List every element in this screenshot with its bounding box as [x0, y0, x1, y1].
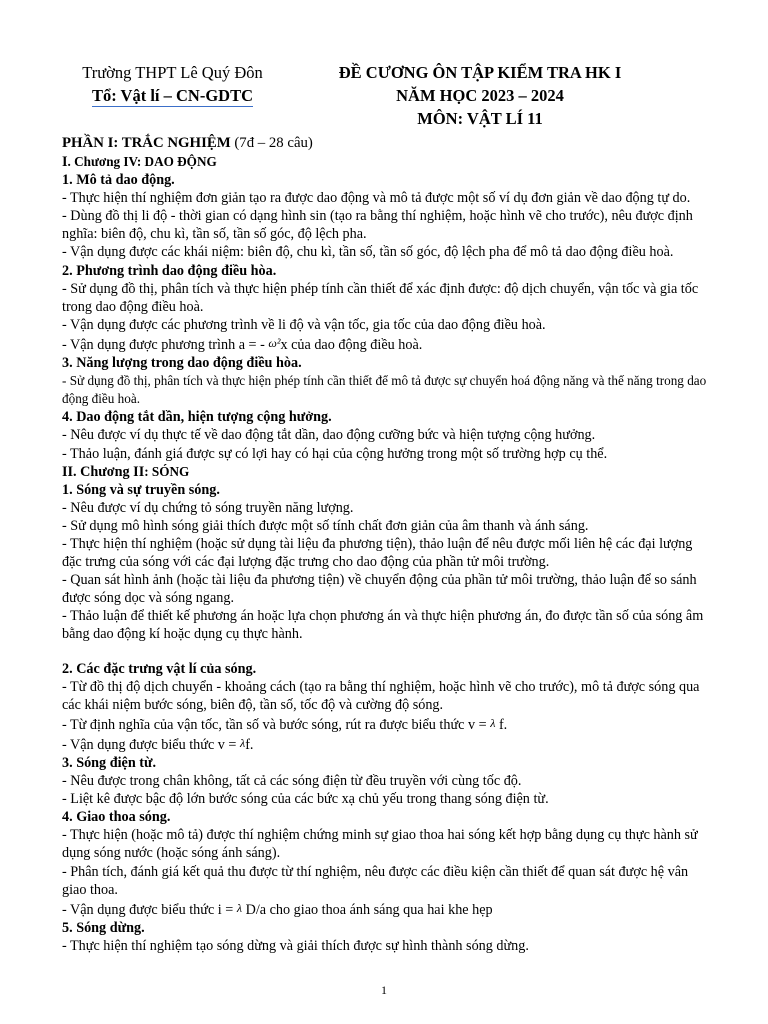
chapter-title: : SÓNG	[144, 463, 190, 479]
formula-text: f.	[245, 736, 254, 753]
part-title: PHẦN I: TRẮC NGHIỆM	[62, 135, 231, 151]
page-number: 1	[381, 983, 387, 997]
header-right	[330, 61, 630, 130]
section-heading: 4. Giao thoa sóng.	[62, 809, 171, 826]
paragraph-line: - Thực hiện (hoặc mô tả) được thí nghiệm chứng minh sự giao thoa hai sóng kết hợp bằng dụng cụ thực hành sử dụng sóng nước (hoặc sóng ánh sáng).	[62, 827, 698, 862]
part-heading	[62, 133, 714, 153]
formula-line	[62, 714, 714, 734]
paragraph-line: - Thảo luận, đánh giá được sự có lợi hay có hại của cộng hưởng trong một số trường hợp cụ thể.	[62, 445, 608, 462]
formula-line	[62, 734, 714, 754]
paragraph-line: - Sử dụng mô hình sóng giải thích được một số tính chất đơn giản của âm thanh và ánh sáng.	[62, 517, 589, 534]
paragraph-line: - Nêu được trong chân không, tất cả các sóng điện từ đều truyền với cùng tốc độ.	[62, 773, 522, 790]
section-heading: 4. Dao động tắt dần, hiện tượng cộng hưởng.	[62, 409, 332, 426]
paragraph-line: - Thực hiện thí nghiệm (hoặc sử dụng tài liệu đa phương tiện), thảo luận để nêu được mối liên hệ các đại lượng đặc trưng của sóng với các đại lượng đặc trưng cho dao động của phần tử môi trường.	[62, 535, 693, 571]
paragraph-line: - Nêu được ví dụ thực tế về dao động tắt dần, dao động cưỡng bức và hiện tượng cộng hưởng.	[62, 427, 596, 444]
paragraph-line: - Quan sát hình ảnh (hoặc tài liệu đa phương tiện) về chuyển động của phần tử môi trường, thảo luận để so sánh được sóng dọc và sóng ngang.	[62, 572, 697, 607]
paragraph-line: - Thảo luận để thiết kế phương án hoặc lựa chọn phương án và thực hiện phương án, đo được tần số của sóng âm bằng dao động kí hoặc dụng cụ thực hành.	[62, 608, 704, 643]
chapter-title: . Chương IV: DAO ĐỘNG	[67, 154, 217, 169]
lambda-symbol: λ	[239, 735, 246, 750]
section-heading: 3. Sóng điện từ.	[62, 755, 157, 771]
formula-text: - Vận dụng được phương trình a = -	[62, 336, 265, 353]
document-body	[62, 133, 714, 955]
department-name	[55, 84, 290, 107]
section-heading: 3. Năng lượng trong dao động điều hòa.	[62, 355, 302, 372]
chapter-title: II. Chương II	[62, 463, 145, 480]
school-year: NĂM HỌC 2023 – 2024	[396, 86, 564, 105]
formula-text: - Vận dụng được biểu thức v =	[62, 736, 237, 753]
formula-text: f.	[498, 716, 508, 733]
omega-squared-symbol: ω²	[268, 335, 281, 350]
section-heading: 5. Sóng dừng.	[62, 919, 145, 936]
section-heading: 2. Phương trình dao động điều hòa.	[62, 262, 277, 279]
paragraph-line: - Vận dụng được các khái niệm: biên độ, chu kì, tần số, tần số góc, độ lệch pha để mô tả dao động điều hoà.	[62, 244, 674, 261]
paragraph-line: - Vận dụng được các phương trình về li độ và vận tốc, gia tốc của dao động điều hoà.	[62, 316, 546, 333]
chapter-ii-heading	[62, 463, 714, 481]
chapter-iv-heading	[62, 153, 714, 171]
paragraph-line: - Liệt kê được bậc độ lớn bước sóng của các bức xạ chủ yếu trong thang sóng điện từ.	[62, 791, 549, 808]
chapter-roman: I	[62, 154, 68, 170]
paragraph-line: - Thực hiện thí nghiệm đơn giản tạo ra được dao động và mô tả được một số ví dụ đơn giản về dao động tự do.	[62, 190, 691, 207]
paragraph-line: - Sử dụng đồ thị, phân tích và thực hiện phép tính cần thiết để mô tả được sự chuyển hoá động năng và thế năng trong dao động điều hoà.	[62, 373, 707, 407]
document-title: ĐỀ CƯƠNG ÔN TẬP KIỂM TRA HK I	[338, 63, 622, 82]
part-note: (7đ – 28 câu)	[234, 135, 313, 151]
paragraph-line: - Sử dụng đồ thị, phân tích và thực hiện phép tính cần thiết để xác định được: độ dịch chuyển, vận tốc và gia tốc trong dao động điều hoà.	[62, 280, 699, 315]
subject-title: MÔN: VẬT LÍ 11	[417, 109, 543, 128]
formula-text: x của dao động điều hoà.	[280, 336, 423, 353]
formula-text: D/a cho giao thoa ánh sáng qua hai khe hẹp	[245, 901, 493, 918]
paragraph-line: - Thực hiện thí nghiệm tạo sóng dừng và giải thích được sự hình thành sóng dừng.	[62, 937, 529, 954]
school-name: Trường THPT Lê Quý Đôn	[82, 63, 263, 82]
section-heading: 1. Mô tả dao động.	[62, 172, 175, 189]
paragraph-line: - Từ đồ thị độ dịch chuyển - khoảng cách (tạo ra bằng thí nghiệm, hoặc hình vẽ cho trước), mô tả được sóng qua các khái niệm bước sóng, biên độ, tần số, tốc độ và cường độ sóng.	[62, 678, 700, 713]
formula-text: - Từ định nghĩa của vận tốc, tần số và bước sóng, rút ra được biểu thức v =	[62, 716, 487, 733]
formula-line	[62, 899, 714, 919]
lambda-symbol: λ	[236, 900, 243, 915]
section-heading: 1. Sóng và sự truyền sóng.	[62, 481, 220, 498]
paragraph-line: - Phân tích, đánh giá kết quả thu được từ thí nghiệm, nêu được các điều kiện cần thiết để quan sát được hệ vân giao thoa.	[62, 863, 689, 898]
lambda-symbol: λ	[490, 715, 496, 730]
paragraph-line: - Nêu được ví dụ chứng tỏ sóng truyền năng lượng.	[62, 499, 354, 516]
department-text: Tổ: Vật lí – CN-GDTC	[91, 86, 254, 105]
formula-text: - Vận dụng được biểu thức i =	[62, 901, 234, 918]
paragraph-line: - Dùng đồ thị li độ - thời gian có dạng hình sin (tạo ra bằng thí nghiệm, hoặc hình vẽ cho trước), nêu được định nghĩa: biên độ, chu kì, tần số, tần số góc, độ lệch pha.	[62, 208, 693, 243]
spacer	[62, 644, 714, 660]
section-heading: 2. Các đặc trưng vật lí của sóng.	[62, 660, 257, 677]
formula-line	[62, 334, 714, 354]
header-left	[55, 61, 290, 107]
